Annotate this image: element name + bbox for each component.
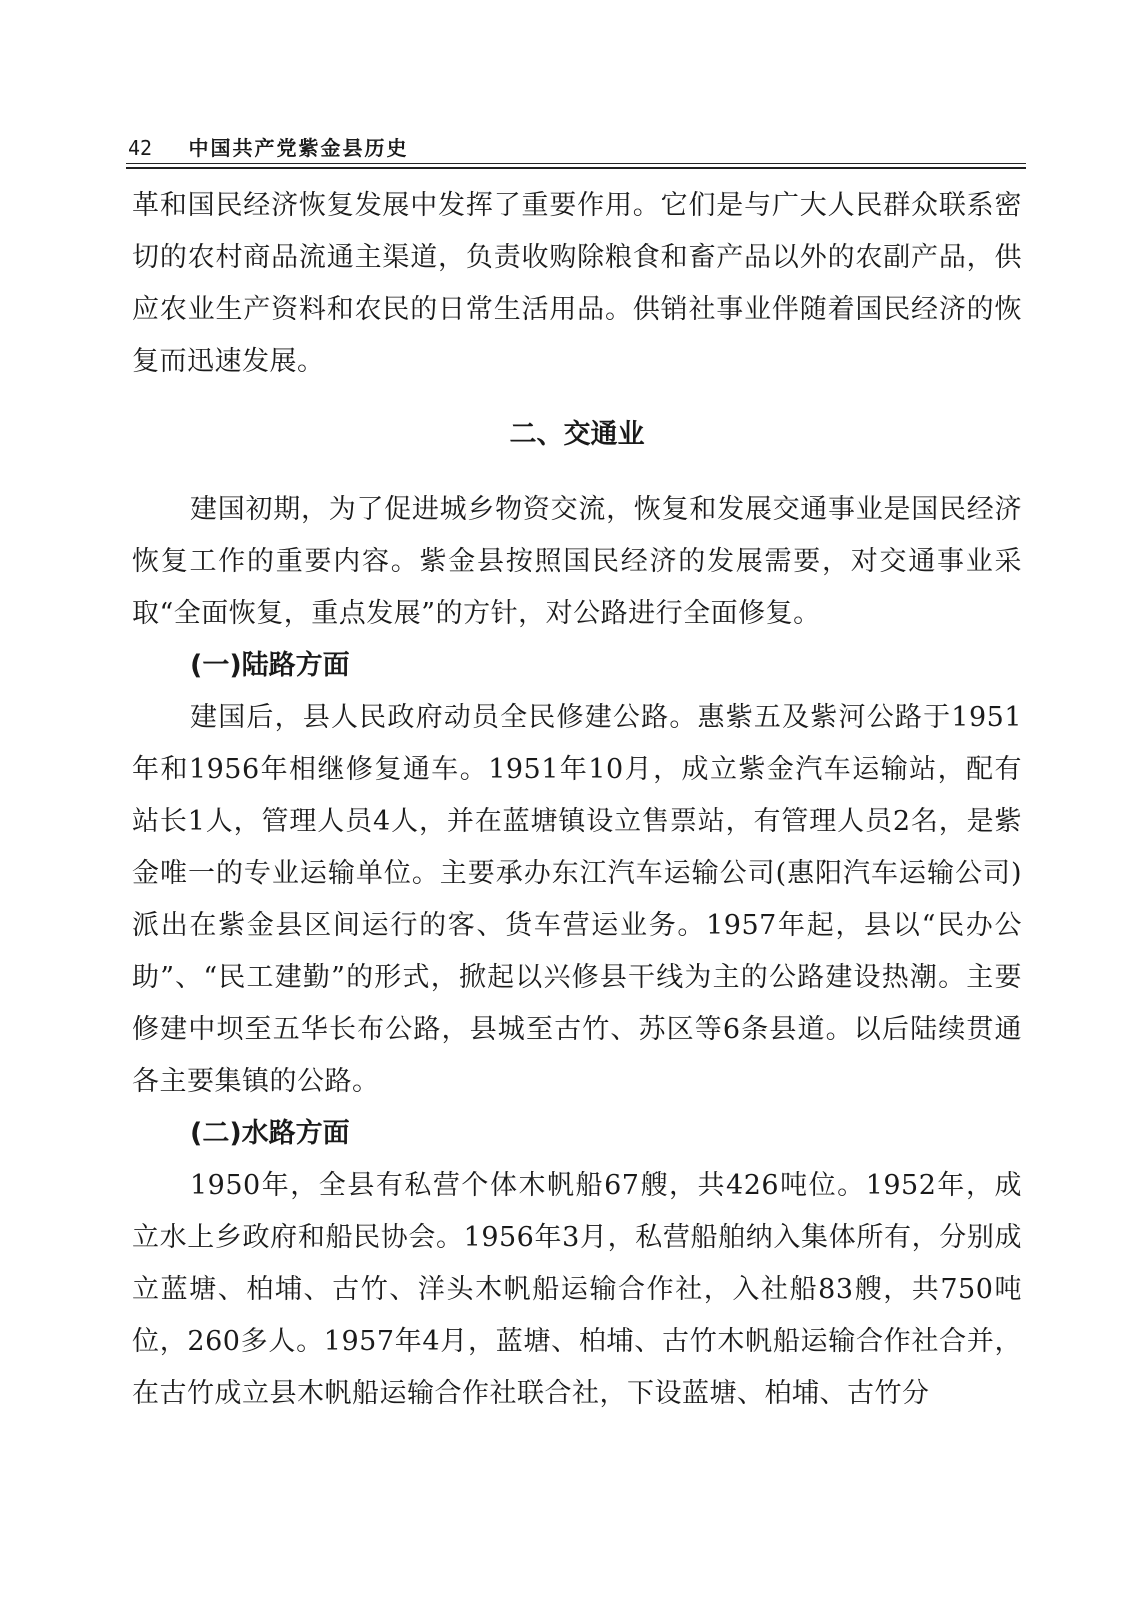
header-rule-thin xyxy=(126,163,1026,164)
paragraph-water: 1950年，全县有私营个体木帆船67艘，共426吨位。1952年，成立水上乡政府和船民协会。1956年3月，私营船舶纳入集体所有，分别成立蓝塘、柏埔、古竹、洋头木帆船运输合作社，入社船83艘，共750吨位，260多人。1957年4月，蓝塘、柏埔、古竹木帆船运输合作社合并，在古竹成立县木帆船运输合作社联合社，下设蓝塘、柏埔、古竹分 xyxy=(132,1170,1022,1409)
paragraph-intro: 建国初期，为了促进城乡物资交流，恢复和发展交通事业是国民经济恢复工作的重要内容。紫金县按照国民经济的发展需要，对交通事业采取“全面恢复，重点发展”的方针，对公路进行全面修复。 xyxy=(132,494,1022,629)
header-rule-thick xyxy=(126,167,1026,169)
page-body xyxy=(132,180,1022,1420)
book-title: 中国共产党紫金县历史 xyxy=(188,136,409,160)
subsection-title-water: (二)水路方面 xyxy=(190,1118,350,1149)
section-title: 二、交通业 xyxy=(509,419,645,450)
page-number: 42 xyxy=(128,136,153,160)
paragraph-land: 建国后，县人民政府动员全民修建公路。惠紫五及紫河公路于1951年和1956年相继修复通车。1951年10月，成立紫金汽车运输站，配有站长1人，管理人员4人，并在蓝塘镇设立售票站，有管理人员2名，是紫金唯一的专业运输单位。主要承办东江汽车运输公司(惠阳汽车运输公司)派出在紫金县区间运行的客、货车营运业务。1957年起，县以“民办公助”、“民工建勤”的形式，掀起以兴修县干线为主的公路建设热潮。主要修建中坝至五华长布公路，县城至古竹、苏区等6条县道。以后陆续贯通各主要集镇的公路。 xyxy=(132,702,1022,1097)
subsection-title-land: (一)陆路方面 xyxy=(190,650,350,681)
paragraph-continued: 革和国民经济恢复发展中发挥了重要作用。它们是与广大人民群众联系密切的农村商品流通主渠道，负责收购除粮食和畜产品以外的农副产品，供应农业生产资料和农民的日常生活用品。供销社事业伴随着国民经济的恢复而迅速发展。 xyxy=(132,190,1022,377)
running-header xyxy=(128,134,1026,162)
